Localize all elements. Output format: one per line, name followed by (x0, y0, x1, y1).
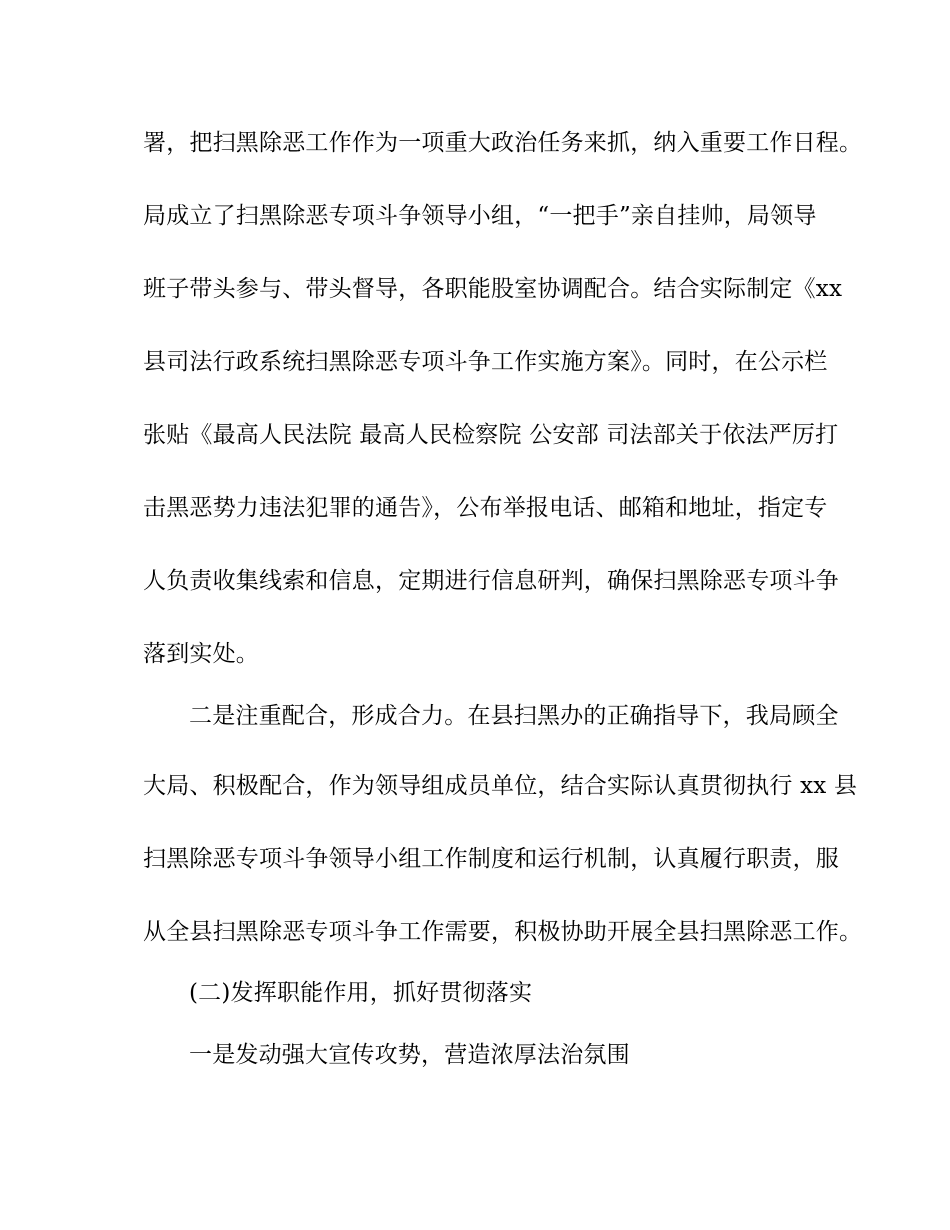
body-line: 张贴《最高人民法院 最高人民检察院 公安部 司法部关于依法严厉打 (143, 422, 839, 448)
body-line: 人负责收集线索和信息，定期进行信息研判，确保扫黑除恶专项斗争 (143, 568, 839, 594)
body-line: 大局、积极配合，作为领导组成员单位，结合实际认真贯彻执行 xx 县 (143, 773, 858, 799)
body-line: 县司法行政系统扫黑除恶专项斗争工作实施方案》。同时，在公示栏 (143, 349, 828, 375)
body-line: 扫黑除恶专项斗争领导小组工作制度和运行机制，认真履行职责，服 (143, 846, 839, 872)
body-line: 署，把扫黑除恶工作作为一项重大政治任务来抓，纳入重要工作日程。 (143, 130, 863, 156)
paragraph-start-line: 二是注重配合，形成合力。在县扫黑办的正确指导下，我局顾全 (189, 703, 839, 729)
body-line: 局成立了扫黑除恶专项斗争领导小组，“一把手”亲自挂帅，局领导 (143, 203, 817, 229)
body-line: 落到实处。 (143, 641, 259, 667)
section-heading: (二)发挥职能作用，抓好贯彻落实 (189, 980, 533, 1006)
subsection-heading: 一是发动强大宣传攻势，营造浓厚法治氛围 (189, 1042, 630, 1068)
body-line: 班子带头参与、带头督导，各职能股室协调配合。结合实际制定《xx (143, 276, 843, 302)
body-line: 击黑恶势力违法犯罪的通告》，公布举报电话、邮箱和地址，指定专 (143, 495, 828, 521)
body-line: 从全县扫黑除恶专项斗争工作需要，积极协助开展全县扫黑除恶工作。 (143, 919, 863, 945)
